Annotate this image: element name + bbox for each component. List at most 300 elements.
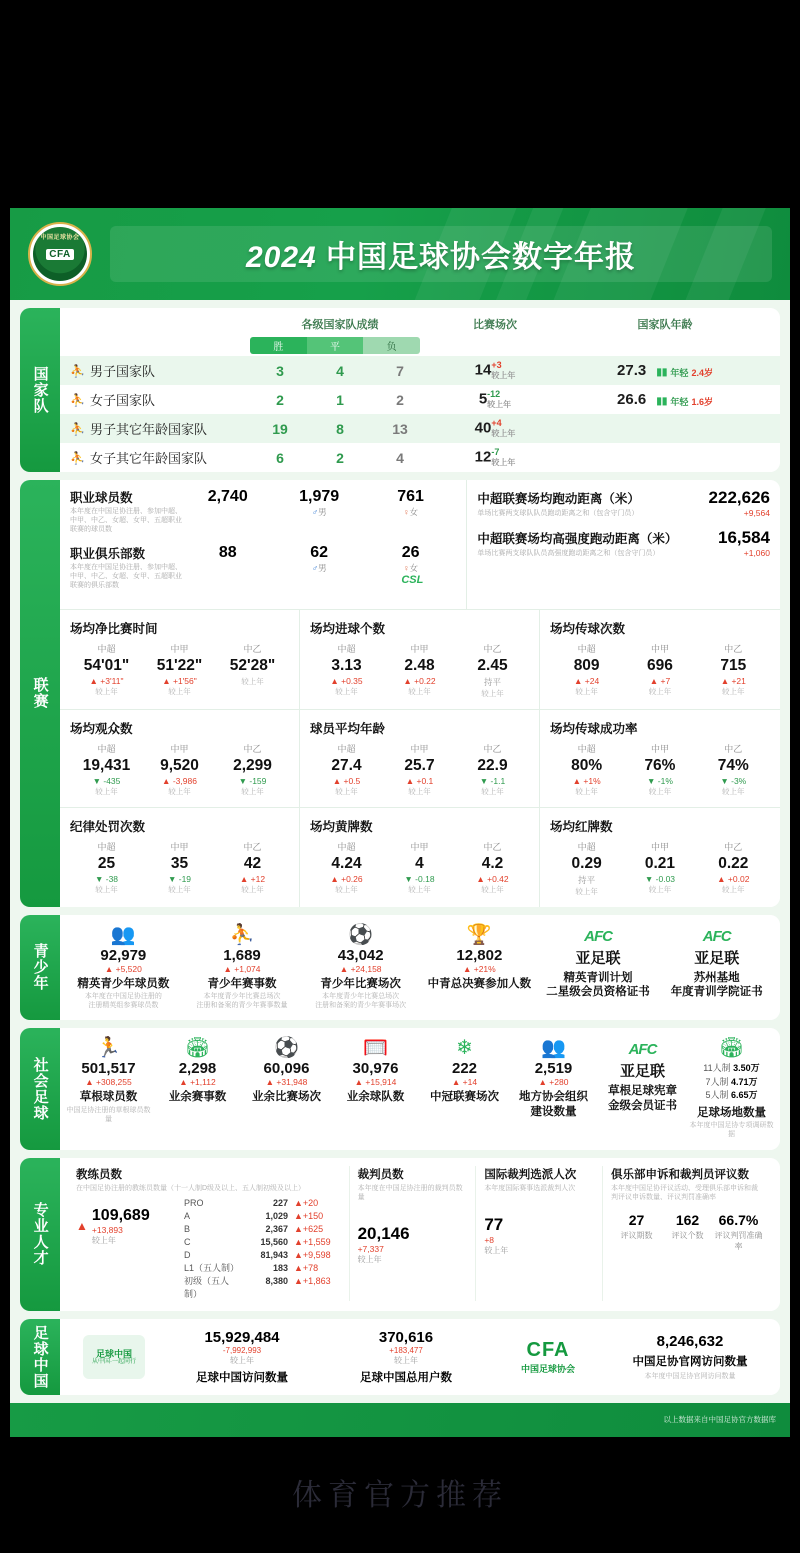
tier-value: 80%: [571, 756, 603, 774]
tier-delta: ▼ -159: [238, 775, 267, 786]
tier-note: 较上年: [335, 786, 358, 796]
tier-name: 中乙: [243, 643, 262, 654]
tier-name: 中乙: [243, 743, 262, 754]
coach-level: 初级（五人制）: [184, 1276, 230, 1300]
league-metric-cell: [300, 808, 540, 907]
tier-value: 25.7: [404, 756, 435, 774]
stat-desc: 本年度中国足协专项调研数据: [689, 1122, 774, 1138]
tier-note: 较上年: [168, 786, 191, 796]
tier-note: 较上年: [241, 884, 264, 894]
tier-delta: ▼ -3%: [720, 775, 747, 786]
referee-value: 20,146: [357, 1223, 410, 1243]
coach-delta: ▲+1,863: [294, 1276, 331, 1287]
coach-level: B: [184, 1223, 191, 1234]
metric-tier: [216, 840, 289, 895]
metric-title: 场均红牌数: [549, 819, 613, 834]
stat-card: [509, 1036, 598, 1139]
table-row: [60, 356, 780, 385]
coach-level: C: [184, 1236, 191, 1247]
tier-note: 较上年: [722, 686, 745, 696]
stat-label: 草根球员数: [79, 1091, 138, 1104]
stat-card: [64, 1036, 153, 1139]
report-header: [10, 208, 790, 300]
metric-tier: [456, 642, 529, 699]
metric-tier: [623, 742, 696, 797]
stat-label: 精英青训计划 二星级会员资格证书: [546, 971, 650, 998]
up-arrow-icon: ▲: [76, 1219, 88, 1234]
coach-count: 15,560: [260, 1236, 288, 1247]
wins: 6: [276, 449, 284, 466]
tier-delta: ▲ +0.5: [332, 775, 361, 786]
title-text: 中国足球协会数字年报: [326, 241, 637, 274]
high-intensity-desc: 单场比赛两支球队队员高强度跑动距离之和（包含守门员）: [477, 550, 660, 557]
losses: 2: [396, 391, 404, 408]
tier-name: 中甲: [170, 643, 189, 654]
section-label-national: [20, 308, 60, 472]
matches-delta: +4 较上年: [491, 418, 516, 438]
stat-label: 青少年赛事数: [207, 977, 277, 990]
pitch-breakdown: 11人制 3.50万 7人制 4.71万 5人制 6.65万: [703, 1063, 760, 1101]
tier-note: 较上年: [575, 886, 598, 896]
header-matches: 比赛场次: [473, 319, 517, 331]
fc-site: [608, 1333, 772, 1381]
stat-value: 43,042: [337, 946, 384, 964]
pro-clubs-female: 26: [401, 544, 420, 562]
tier-name: 中甲: [410, 643, 429, 654]
fc-site-desc: 本年度中国足协官网访问数量: [644, 1373, 736, 1381]
pro-clubs-total: 88: [218, 544, 237, 562]
tier-value: 696: [647, 656, 673, 674]
tier-delta: ▲ +0.42: [476, 873, 509, 884]
metric-tier: [550, 840, 623, 897]
tier-value: 715: [720, 656, 747, 674]
tier-delta: ▼ -19: [167, 873, 192, 884]
tier-note: 较上年: [722, 786, 745, 796]
coach-count: 227: [272, 1197, 288, 1208]
tier-note: 较上年: [241, 786, 264, 796]
afc-logo-icon: AFC: [702, 927, 731, 945]
afc-logo-icon: AFC: [628, 1041, 657, 1059]
tier-name: 中乙: [483, 841, 502, 852]
stat-delta: ▲ +24,158: [339, 963, 382, 974]
coach-count: 8,380: [265, 1276, 288, 1287]
tier-delta: ▲ +0.02: [717, 873, 750, 884]
section-label-youth: [20, 915, 60, 1021]
section-label-talent: [20, 1158, 60, 1311]
tier-delta: ▼ -38: [94, 873, 119, 884]
metric-tier: [310, 742, 383, 797]
tier-name: 中超: [577, 743, 596, 754]
stat-card: [153, 1036, 242, 1139]
stat-desc: 本年度青少年比赛总场次 注册和备案的青少年赛事场次: [315, 992, 407, 1009]
coach-level-row: [184, 1262, 340, 1275]
appeal-value: 27: [628, 1211, 645, 1228]
tier-name: 中超: [97, 643, 116, 654]
stat-card: [301, 923, 420, 1011]
legend-win: 胜: [250, 337, 307, 354]
tier-note: 较上年: [481, 786, 504, 796]
run-distance-desc: 单场比赛两支球队队员跑动距离之和（包含守门员）: [477, 510, 639, 517]
matches-value: 14: [474, 361, 492, 379]
league-metric-cell: [300, 610, 540, 710]
wins: 3: [276, 362, 284, 379]
table-row: [60, 414, 780, 443]
stat-label: 业余赛事数: [168, 1091, 227, 1104]
intl-value: 77: [484, 1214, 504, 1234]
appeal-stat: [662, 1212, 713, 1252]
tier-delta: ▲ +0.22: [403, 675, 436, 686]
metric-tier: [550, 642, 623, 697]
coach-level-row: [184, 1236, 340, 1249]
fc-visits-note: 较上年: [230, 1356, 254, 1366]
logo-top-text: 中国足球协会: [40, 235, 80, 241]
draws: 1: [336, 391, 344, 408]
tier-delta: ▲ +12: [239, 873, 266, 884]
stat-label: 青少年比赛场次: [320, 977, 401, 990]
coach-level: L1（五人制）: [184, 1263, 240, 1274]
coach-total: 109,689: [91, 1206, 150, 1224]
tier-value: 42: [243, 854, 262, 872]
pro-players-row: 职业球员数 本年度在中国足协注册、参加中超、中甲、中乙、女超、女甲、五超职业联赛的球员数 2,740 1,979 ♂男 761 ♀女: [70, 488, 456, 534]
fc-users-delta: +183,477: [389, 1346, 423, 1356]
stat-card: [242, 1036, 331, 1139]
tier-name: 中甲: [650, 841, 669, 852]
metric-tier: [70, 840, 143, 895]
age-value: 27.3: [617, 362, 647, 379]
high-intensity-row: [477, 528, 770, 558]
metric-icon: ⛹: [229, 923, 255, 946]
tier-note: 较上年: [408, 686, 431, 696]
tier-value: 51'22": [156, 656, 203, 674]
afc-logo-icon: AFC: [584, 927, 612, 945]
tier-note: 较上年: [648, 686, 672, 696]
appeal-stat: [713, 1212, 764, 1252]
tier-delta: ▲ +1'56": [162, 675, 197, 686]
run-distance-title: 中超联赛场均跑动距离（米）: [477, 492, 640, 506]
tier-note: 较上年: [168, 686, 191, 696]
draws: 2: [336, 449, 344, 466]
section-label-talent-text: 专业人才: [31, 1202, 49, 1267]
section-label-national-text: 国家队: [31, 366, 49, 414]
wins: 19: [272, 420, 288, 437]
run-distance-delta: +9,564: [743, 508, 770, 518]
watermark: 体育官方推荐: [292, 1478, 508, 1513]
stat-desc: 本年度在中国足协注册的 注册精英组参赛球员数: [84, 992, 162, 1009]
wlb-legend: [250, 337, 420, 354]
league-metric-cell: [60, 808, 300, 907]
title-year: 2024: [245, 241, 317, 274]
metric-icon: 🥅: [363, 1037, 388, 1060]
intl-delta: +8: [484, 1234, 495, 1245]
tier-delta: ▼ -1%: [647, 775, 673, 786]
report-footer: [10, 1403, 790, 1437]
league-metric-cell: [540, 710, 780, 808]
metric-title: 纪律处罚次数: [70, 819, 146, 834]
coach-count: 81,943: [260, 1250, 288, 1261]
pro-players-male: 1,979: [299, 488, 340, 505]
stat-delta: ▲ +1,074: [223, 963, 261, 974]
stat-value: 12,802: [456, 946, 503, 964]
person-icon: ⛹: [70, 450, 85, 465]
cfa-logo: [28, 222, 92, 286]
section-label-social-text: 社会足球: [31, 1057, 49, 1122]
tier-note: 较上年: [241, 676, 264, 686]
pro-players-total: 2,740: [207, 488, 248, 505]
metric-tier: [456, 840, 529, 895]
tier-value: 22.9: [477, 756, 508, 774]
section-label-league-text: 联赛: [31, 677, 49, 710]
referee-desc: 本年度在中国足协注册的裁判员数量: [357, 1184, 463, 1201]
losses: 13: [392, 420, 408, 437]
stat-value: 501,517: [81, 1060, 136, 1078]
tier-delta: ▲ +0.1: [405, 775, 434, 786]
stat-card: [539, 923, 658, 1011]
league-metric-cell: [60, 710, 300, 808]
coach-level-row: [184, 1210, 340, 1223]
metric-tier: [310, 642, 383, 699]
tier-note: 较上年: [481, 884, 504, 894]
stat-delta: ▲ +280: [538, 1077, 569, 1088]
draws: 8: [336, 420, 344, 437]
metric-tier: [456, 742, 529, 797]
tier-name: 中甲: [650, 743, 669, 754]
fc-site-label: 中国足协官网访问数量: [632, 1356, 748, 1369]
stat-delta: ▲ +5,520: [104, 963, 142, 974]
stat-value: 2,519: [534, 1060, 573, 1078]
metric-title: 场均传球次数: [549, 621, 625, 636]
cfa-mark: CFA 中国足球协会: [520, 1339, 575, 1375]
metric-title: 场均传球成功率: [549, 721, 638, 736]
tier-note: 较上年: [481, 688, 504, 698]
tier-name: 中甲: [650, 643, 669, 654]
fc-visits-value: 15,929,484: [204, 1329, 280, 1347]
coach-level: D: [184, 1250, 191, 1261]
tier-note: 较上年: [408, 786, 431, 796]
high-intensity-delta: +1,060: [743, 548, 770, 558]
stat-label: 地方协会组织 建设数量: [519, 1091, 588, 1118]
fc-visits-delta: -7,992,993: [222, 1346, 262, 1356]
league-metric-cell: [540, 610, 780, 710]
referee-note: 较上年: [357, 1254, 382, 1264]
league-metric-cell: [300, 710, 540, 808]
matches-delta: -12 较上年: [487, 389, 512, 409]
coach-level-row: [184, 1275, 340, 1301]
fc-users: [324, 1329, 488, 1385]
metric-icon: 🏃: [96, 1037, 121, 1060]
coach-count: 2,367: [265, 1223, 288, 1234]
coach-delta: ▲+625: [294, 1223, 324, 1234]
metric-title: 场均净比赛时间: [70, 621, 158, 636]
league-metric-cell: [540, 808, 780, 907]
metric-tier: [70, 642, 143, 697]
section-football-china: [20, 1319, 780, 1395]
tier-value: 52'28": [229, 656, 276, 674]
wins: 2: [276, 391, 284, 408]
section-talent: [20, 1158, 780, 1311]
appeal-label: 评议判罚准确率: [714, 1230, 763, 1251]
stat-label: 苏州基地 年度青训学院证书: [670, 971, 763, 998]
bars-icon: ▮▮: [656, 396, 668, 407]
pro-players-desc: 本年度在中国足协注册、参加中超、中甲、中乙、女超、女甲、五超职业联赛的球员数: [70, 508, 182, 533]
person-icon: ⛹: [70, 421, 85, 436]
appeal-value: 66.7%: [718, 1211, 759, 1228]
metric-tier: [697, 840, 770, 897]
age-badge: ▮▮ 年轻 2.4岁: [656, 367, 713, 378]
fc-visits-label: 足球中国访问数量: [196, 1372, 288, 1385]
metric-icon: 👥: [541, 1037, 566, 1060]
metric-icon: 🏆: [466, 923, 492, 946]
tier-value: 35: [170, 854, 189, 872]
tier-value: 2,299: [233, 756, 272, 774]
title-container: [110, 226, 772, 282]
metric-tier: [697, 742, 770, 797]
tier-value: 25: [97, 854, 116, 872]
tier-name: 中甲: [410, 743, 429, 754]
section-social: [20, 1028, 780, 1149]
appeal-values: [611, 1212, 764, 1252]
stat-desc: 本年度青少年比赛总场次 注册和备案的青少年赛事数量: [196, 992, 288, 1009]
stat-card: [687, 1036, 776, 1139]
metric-tier: [623, 642, 696, 697]
stat-card: [64, 923, 183, 1011]
coach-title: 教练员数: [76, 1168, 122, 1181]
metric-icon: ⚽: [274, 1037, 299, 1060]
tier-delta: ▲ +21: [720, 675, 746, 686]
tier-name: 中超: [337, 743, 356, 754]
page-title: [246, 232, 636, 276]
stat-card: [183, 923, 302, 1011]
stat-value: 亚足联: [694, 949, 740, 967]
stat-label: 足球场地数量: [697, 1106, 766, 1119]
coach-level: PRO: [184, 1197, 204, 1208]
section-league: [20, 480, 780, 907]
coach-level-list: [184, 1197, 340, 1301]
metric-title: 场均进球个数: [309, 621, 385, 636]
stat-value: 1,689: [223, 946, 261, 964]
league-metric-cell: [60, 610, 300, 710]
league-metrics-grid: [60, 610, 780, 907]
fc-site-value: 8,246,632: [656, 1333, 724, 1351]
stat-label: 草根足球宪章 金级会员证书: [608, 1085, 677, 1112]
tier-value: 74%: [717, 756, 749, 774]
stat-card: [598, 1036, 687, 1139]
tier-value: 19,431: [82, 756, 131, 774]
stat-label: 中青总决赛参加人数: [427, 977, 532, 990]
coach-delta: ▲+78: [294, 1263, 319, 1274]
team-name: 女子其它年龄国家队: [89, 451, 207, 466]
section-label-fc-text: 足球中国: [31, 1325, 49, 1390]
appeal-label: 评议个数: [671, 1230, 704, 1240]
tier-value: 2.45: [477, 656, 508, 674]
intl-referee-block: [476, 1166, 603, 1301]
tier-delta: ▲ +24: [574, 675, 600, 686]
csl-logo: CSL: [401, 573, 424, 586]
tier-value: 809: [573, 656, 600, 674]
coach-delta: ▲+1,559: [294, 1236, 331, 1247]
social-grid: [60, 1028, 780, 1149]
pro-clubs-desc: 本年度在中国足协注册、参加中超、中甲、中乙、女超、女甲、五超职业联赛的俱乐部数: [70, 564, 182, 589]
tier-note: 较上年: [408, 884, 431, 894]
tier-name: 中超: [577, 643, 596, 654]
coach-level: A: [184, 1210, 191, 1221]
intl-title: 国际裁判选派人次: [484, 1168, 577, 1181]
pro-players-female: 761: [397, 488, 424, 505]
pro-players-title: 职业球员数: [70, 491, 133, 505]
team-name: 男子其它年龄国家队: [89, 422, 207, 437]
tier-name: 中超: [337, 841, 356, 852]
tier-name: 中超: [577, 841, 596, 852]
person-icon: ⛹: [70, 392, 85, 407]
header-results: 各级国家队成绩: [301, 319, 379, 331]
appeal-desc: 本年度中国足协评议活动、受理俱乐部申诉和裁判评议申诉数量、评议判罚准确率: [611, 1184, 759, 1201]
referee-title: 裁判员数: [357, 1168, 404, 1181]
appeal-block: [603, 1166, 772, 1301]
stat-card: [420, 1036, 509, 1139]
run-distance-value: 222,626: [708, 488, 770, 507]
tier-delta: ▼ -0.18: [404, 873, 435, 884]
stat-label: 业余球队数: [346, 1091, 405, 1104]
tier-value: 76%: [644, 756, 676, 774]
tier-name: 中乙: [243, 841, 262, 852]
appeal-title: 俱乐部申诉和裁判员评议数: [611, 1168, 750, 1181]
stat-desc: 中国足协注册的草根球员数量: [66, 1106, 151, 1123]
stat-value: 92,979: [100, 946, 147, 964]
coach-count: 183: [272, 1263, 288, 1274]
metric-tier: [310, 840, 383, 895]
fc-users-note: 较上年: [394, 1356, 418, 1366]
tier-delta: ▲ +3'11": [89, 675, 124, 686]
person-icon: ⛹: [70, 363, 85, 378]
metric-title: 球员平均年龄: [309, 721, 385, 736]
team-name: 男子国家队: [89, 364, 155, 379]
stat-value: 30,976: [352, 1060, 399, 1078]
stat-value: 亚足联: [619, 1063, 665, 1081]
metric-icon: ⚽: [348, 923, 374, 946]
stat-delta: ▲ +15,914: [354, 1077, 397, 1088]
table-row: [60, 385, 780, 414]
section-label-league: [20, 480, 60, 907]
stat-delta: ▲ +14: [451, 1077, 478, 1088]
stat-value: 222: [451, 1060, 478, 1078]
bars-icon: ▮▮: [656, 367, 668, 378]
tier-name: 中超: [97, 841, 116, 852]
metric-icon: 🏟: [718, 1037, 745, 1060]
tier-value: 0.29: [571, 854, 602, 872]
coach-level-row: [184, 1249, 340, 1262]
tier-value: 0.22: [718, 854, 749, 872]
metric-tier: [216, 642, 289, 697]
table-row: [60, 443, 780, 472]
metric-tier: [143, 642, 216, 697]
tier-value: 9,520: [160, 756, 199, 774]
tier-delta: ▲ +0.35: [330, 675, 363, 686]
tier-note: 较上年: [335, 884, 358, 894]
stat-value: 亚足联: [575, 949, 621, 967]
appeal-stat: [611, 1212, 662, 1252]
section-label-youth-text: 青少年: [31, 943, 49, 992]
team-name: 女子国家队: [89, 393, 155, 408]
age-badge: ▮▮ 年轻 1.6岁: [656, 396, 713, 407]
matches-value: 12: [474, 448, 492, 466]
tier-delta: ▲ +0.26: [330, 873, 363, 884]
stat-delta: ▲ +308,255: [85, 1077, 132, 1088]
tier-name: 中甲: [170, 841, 189, 852]
national-headers: [60, 308, 780, 334]
tier-name: 中乙: [724, 841, 743, 852]
tier-delta: ▲ +1%: [572, 775, 601, 786]
section-label-social: [20, 1028, 60, 1149]
tier-note: 较上年: [648, 786, 672, 796]
